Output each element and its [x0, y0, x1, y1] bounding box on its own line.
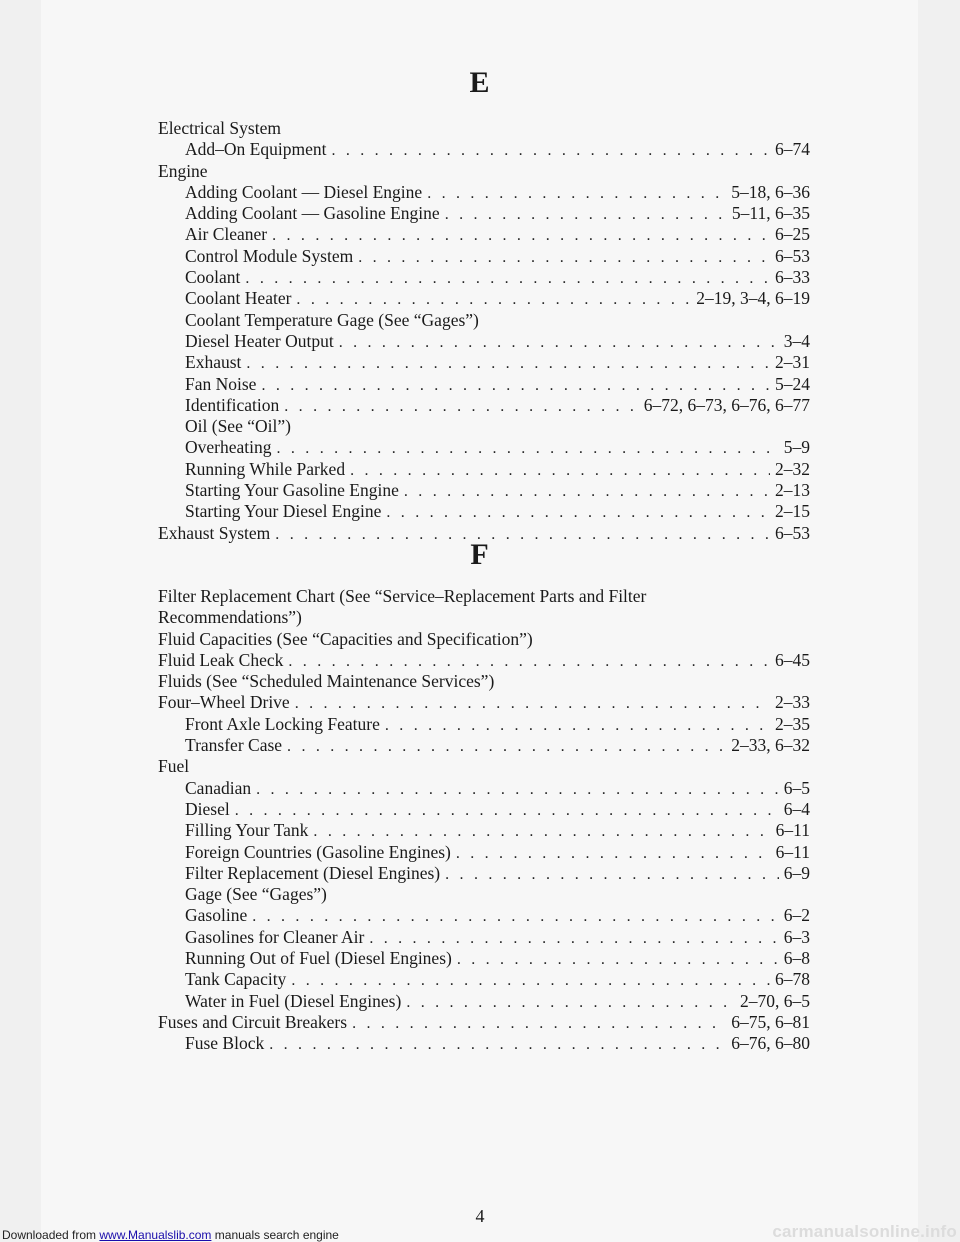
entry-label: Recommendations”) — [158, 607, 302, 628]
entry-pages: 6–11 — [775, 841, 810, 862]
index-entry — [0, 288, 810, 309]
dot-leader — [358, 247, 770, 268]
dot-leader — [284, 396, 638, 417]
index-entry — [0, 650, 810, 671]
dot-leader — [272, 225, 770, 246]
entry-label: Control Module System — [185, 245, 354, 266]
dot-leader — [369, 928, 778, 949]
entry-label: Water in Fuel (Diesel Engines) — [185, 990, 402, 1011]
index-entry — [0, 224, 810, 245]
entry-pages: 2–33 — [775, 692, 810, 713]
index-entry — [0, 395, 810, 416]
index-section-f — [0, 586, 960, 1055]
index-entry — [0, 948, 810, 969]
entry-pages: 6–74 — [775, 139, 810, 160]
footer-prefix: Downloaded from — [2, 1228, 100, 1242]
entry-label: Overheating — [185, 437, 272, 458]
entry-pages: 6–72, 6–73, 6–76, 6–77 — [643, 394, 810, 415]
entry-label: Fluids (See “Scheduled Maintenance Services”) — [158, 671, 495, 692]
entry-label: Engine — [158, 160, 208, 181]
entry-pages: 5–24 — [775, 373, 810, 394]
index-entry — [0, 352, 810, 373]
entry-label: Filter Replacement Chart (See “Service–Replacement Parts and Filter — [158, 586, 647, 606]
entry-label: Identification — [185, 394, 280, 415]
entry-pages: 6–53 — [775, 522, 810, 543]
dot-leader — [235, 800, 779, 821]
entry-label: Electrical System — [158, 118, 281, 138]
dot-leader — [406, 992, 735, 1013]
entry-label: Diesel — [185, 798, 230, 819]
entry-pages: 2–19, 3–4, 6–19 — [696, 288, 810, 309]
dot-leader — [246, 353, 770, 374]
dot-leader — [252, 906, 779, 927]
entry-label: Fluid Leak Check — [158, 649, 284, 670]
dot-leader — [427, 183, 726, 204]
page-number: 4 — [475, 1206, 485, 1226]
entry-pages: 6–9 — [783, 862, 810, 883]
index-entry — [0, 246, 810, 267]
dot-leader — [339, 332, 779, 353]
dot-leader — [352, 1013, 726, 1034]
entry-pages: 6–53 — [775, 245, 810, 266]
index-entry — [0, 331, 810, 352]
entry-pages: 2–32 — [775, 458, 810, 479]
watermark-logo: carmanualsonline.info — [772, 1222, 957, 1241]
entry-pages: 2–35 — [775, 713, 810, 734]
dot-leader — [385, 715, 770, 736]
entry-label: Filling Your Tank — [185, 820, 309, 841]
index-entry — [0, 139, 810, 160]
dot-leader — [445, 864, 779, 885]
index-entry — [0, 501, 810, 522]
index-entry — [0, 735, 810, 756]
index-entry — [0, 863, 810, 884]
section-letter-e: E — [469, 66, 491, 99]
dot-leader — [256, 779, 779, 800]
entry-label: Fluid Capacities (See “Capacities and Specification”) — [158, 628, 533, 649]
entry-pages: 5–9 — [783, 437, 810, 458]
index-entry — [0, 267, 810, 288]
index-entry — [0, 118, 810, 139]
entry-pages: 6–8 — [783, 948, 810, 969]
entry-label: Coolant Temperature Gage (See “Gages”) — [185, 309, 479, 330]
index-entry — [0, 884, 810, 905]
entry-label: Coolant — [185, 267, 241, 288]
index-entry — [0, 459, 810, 480]
dot-leader — [245, 268, 770, 289]
entry-label: Gasolines for Cleaner Air — [185, 926, 365, 947]
entry-pages: 2–15 — [775, 501, 810, 522]
index-entry — [0, 842, 810, 863]
entry-label: Foreign Countries (Gasoline Engines) — [185, 841, 451, 862]
index-entry — [0, 182, 810, 203]
index-entry — [0, 756, 810, 777]
index-entry — [0, 820, 810, 841]
entry-label: Canadian — [185, 777, 252, 798]
entry-pages: 6–76, 6–80 — [731, 1033, 810, 1054]
entry-label: Coolant Heater — [185, 288, 292, 309]
dot-leader — [295, 693, 770, 714]
index-entry — [0, 437, 810, 458]
dot-leader — [331, 140, 770, 161]
index-entry — [0, 374, 810, 395]
entry-label: Adding Coolant — Diesel Engine — [185, 181, 423, 202]
entry-pages: 3–4 — [783, 330, 810, 351]
index-entry — [0, 671, 810, 692]
entry-label: Starting Your Gasoline Engine — [185, 480, 399, 501]
entry-label: Front Axle Locking Feature — [185, 713, 380, 734]
manualslib-link[interactable]: www.Manualslib.com — [99, 1228, 212, 1242]
index-entry — [0, 1033, 810, 1054]
entry-label: Adding Coolant — Gasoline Engine — [185, 203, 440, 224]
entry-pages: 6–33 — [775, 267, 810, 288]
entry-label: Filter Replacement (Diesel Engines) — [185, 862, 441, 883]
index-entry — [0, 799, 810, 820]
dot-leader — [261, 375, 770, 396]
entry-pages: 6–3 — [783, 926, 810, 947]
entry-pages: 5–11, 6–35 — [731, 203, 810, 224]
dot-leader — [350, 460, 770, 481]
dot-leader — [457, 949, 779, 970]
index-entry — [0, 969, 810, 990]
index-entry — [0, 607, 810, 628]
footer-suffix: manuals search engine — [211, 1228, 339, 1242]
index-entry — [0, 480, 810, 501]
dot-leader — [313, 821, 770, 842]
entry-pages: 2–31 — [775, 352, 810, 373]
dot-leader — [404, 481, 770, 502]
dot-leader — [287, 736, 726, 757]
entry-label: Running While Parked — [185, 458, 346, 479]
entry-label: Tank Capacity — [185, 969, 287, 990]
index-entry — [0, 927, 810, 948]
entry-pages: 2–70, 6–5 — [740, 990, 810, 1011]
index-entry — [0, 714, 810, 735]
index-entry — [0, 203, 810, 224]
entry-pages: 6–45 — [775, 649, 810, 670]
entry-label: Four–Wheel Drive — [158, 692, 290, 713]
dot-leader — [269, 1034, 726, 1055]
entry-pages: 6–11 — [775, 820, 810, 841]
entry-pages: 2–33, 6–32 — [731, 735, 810, 756]
entry-pages: 6–2 — [783, 905, 810, 926]
index-entry — [0, 416, 810, 437]
dot-leader — [386, 502, 770, 523]
download-footer — [2, 1228, 339, 1242]
dot-leader — [296, 289, 691, 310]
entry-label: Air Cleaner — [185, 224, 268, 245]
dot-leader — [288, 651, 770, 672]
dot-leader — [456, 843, 771, 864]
index-entry — [0, 778, 810, 799]
entry-pages: 6–75, 6–81 — [731, 1011, 810, 1032]
entry-label: Gage (See “Gages”) — [185, 884, 327, 905]
entry-label: Fuses and Circuit Breakers — [158, 1011, 348, 1032]
entry-label: Exhaust — [185, 352, 242, 373]
entry-label: Fan Noise — [185, 373, 257, 394]
index-entry — [0, 629, 810, 650]
entry-pages: 5–18, 6–36 — [731, 181, 810, 202]
entry-pages: 6–78 — [775, 969, 810, 990]
entry-pages: 2–13 — [775, 480, 810, 501]
index-entry — [0, 161, 810, 182]
index-entry — [0, 310, 810, 331]
index-entry — [0, 692, 810, 713]
entry-label: Gasoline — [185, 905, 248, 926]
entry-label: Exhaust System — [158, 522, 271, 543]
dot-leader — [291, 970, 770, 991]
dot-leader — [445, 204, 727, 225]
entry-pages: 6–5 — [783, 777, 810, 798]
entry-label: Starting Your Diesel Engine — [185, 501, 382, 522]
index-entry — [0, 586, 810, 607]
entry-label: Fuse Block — [185, 1033, 265, 1054]
section-letter-f: F — [470, 538, 490, 571]
entry-pages: 6–4 — [783, 798, 810, 819]
dot-leader — [277, 438, 779, 459]
index-entry — [0, 991, 810, 1012]
entry-label: Oil (See “Oil”) — [185, 416, 291, 437]
entry-label: Add–On Equipment — [185, 139, 327, 160]
entry-label: Transfer Case — [185, 735, 283, 756]
index-entry — [0, 1012, 810, 1033]
entry-pages: 6–25 — [775, 224, 810, 245]
entry-label: Fuel — [158, 756, 190, 777]
entry-label: Diesel Heater Output — [185, 330, 334, 351]
index-entry — [0, 905, 810, 926]
index-section-e — [0, 118, 960, 544]
entry-label: Running Out of Fuel (Diesel Engines) — [185, 948, 452, 969]
